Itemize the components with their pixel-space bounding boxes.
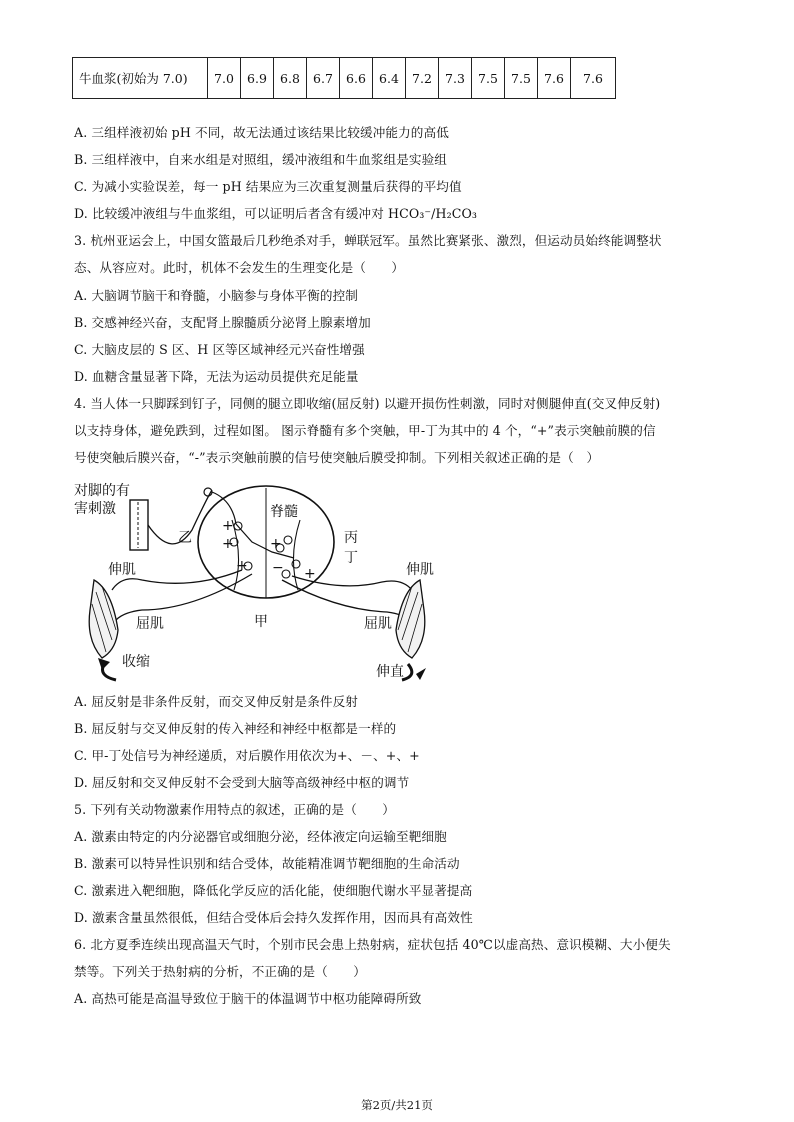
table-cell: 6.4: [373, 58, 406, 99]
q3-option-c: C. 大脑皮层的 S 区、H 区等区域神经元兴奋性增强: [74, 342, 365, 357]
extend-arrowhead-icon: [416, 668, 426, 680]
table-cell: 6.6: [340, 58, 373, 99]
q6-stem: 6. 北方夏季连续出现高温天气时，个别市民会患上热射病，症状包括 40℃以虚高热、意识模糊、大小便失: [74, 937, 671, 952]
extend-label: 伸直: [376, 664, 404, 680]
table-row-label: 牛血浆(初始为 7.0): [73, 58, 208, 99]
table-cell: 7.0: [208, 58, 241, 99]
q4-option-a: A. 屈反射是非条件反射，而交叉伸反射是条件反射: [74, 694, 358, 709]
q2-option-a: A. 三组样液初始 pH 不同，故无法通过该结果比较缓冲能力的高低: [74, 125, 449, 140]
page-number: 第2页/共21页: [361, 1098, 433, 1112]
table-cell: 7.5: [505, 58, 538, 99]
q4-stem-cont2: 号使突触后膜兴奋，“-”表示突触前膜的信号使突触后膜受抑制。下列相关叙述正确的是（ ）: [74, 450, 600, 465]
q2-option-d: D. 比较缓冲液组与牛血浆组，可以证明后者含有缓冲对 HCO₃⁻/H₂CO₃: [74, 206, 478, 221]
q3-stem: 3. 杭州亚运会上，中国女篮最后几秒绝杀对手，蝉联冠军。虽然比赛紧张、激烈，但运动员始终能调整状: [74, 233, 662, 248]
stimulus-label: 对脚的有: [74, 483, 130, 499]
plus-sign: +: [304, 566, 316, 582]
q4-stem-cont: 以支持身体，避免跌到，过程如图。 图示脊髓有多个突触，甲-丁为其中的 4 个，“+”表示突触前膜的信: [74, 423, 656, 438]
left-flexor-label: 屈肌: [136, 616, 164, 632]
reflex-arc-diagram: [72, 480, 442, 685]
synapse-bing-label: 丙: [344, 530, 358, 546]
q6-stem-cont: 禁等。下列关于热射病的分析，不正确的是（ ）: [74, 964, 366, 979]
table-cell: 7.6: [538, 58, 571, 99]
table-cell: 7.6: [571, 58, 616, 99]
minus-sign: −: [272, 560, 284, 576]
ph-data-table: [72, 57, 616, 99]
right-flexor-label: 屈肌: [364, 616, 392, 632]
plus-sign: +: [236, 558, 248, 574]
q3-option-a: A. 大脑调节脑干和脊髓，小脑参与身体平衡的控制: [74, 288, 358, 303]
foot-skin-shape: [130, 500, 148, 550]
table-cell: 7.5: [472, 58, 505, 99]
spinal-cord-label: 脊髓: [270, 504, 298, 520]
q5-option-a: A. 激素由特定的内分泌器官或细胞分泌，经体液定向运输至靶细胞: [74, 829, 447, 844]
synapse-jia-label: 甲: [254, 614, 268, 630]
table-cell: 6.8: [274, 58, 307, 99]
table-cell: 6.9: [241, 58, 274, 99]
plus-sign: +: [270, 536, 282, 552]
q4-option-c: C. 甲-丁处信号为神经递质，对后膜作用依次为+、－、+、+: [74, 748, 420, 763]
q5-option-c: C. 激素进入靶细胞，降低化学反应的活化能，使细胞代谢水平显著提高: [74, 883, 473, 898]
table-cell: 7.3: [439, 58, 472, 99]
contract-label: 收缩: [122, 654, 150, 670]
q2-option-c: C. 为减小实验误差，每一 pH 结果应为三次重复测量后获得的平均值: [74, 179, 462, 194]
synapse-ding-label: 丁: [344, 550, 358, 566]
stimulus-label-cont: 害刺激: [74, 501, 116, 517]
synapse-yi-label: 乙: [178, 530, 192, 546]
q4-stem: 4. 当人体一只脚踩到钉子，同侧的腿立即收缩(屈反射) 以避开损伤性刺激，同时对侧腿伸直(交叉伸反射): [74, 396, 661, 411]
q5-option-d: D. 激素含量虽然很低，但结合受体后会持久发挥作用，因而具有高效性: [74, 910, 473, 925]
q4-option-d: D. 屈反射和交叉伸反射不会受到大脑等高级神经中枢的调节: [74, 775, 410, 790]
q4-option-b: B. 屈反射与交叉伸反射的传入神经和神经中枢都是一样的: [74, 721, 397, 736]
synapse-bing-shape: [284, 536, 292, 544]
plus-sign: +: [222, 518, 234, 534]
q3-stem-cont: 态、从容应对。此时，机体不会发生的生理变化是（ ）: [74, 260, 405, 275]
q5-option-b: B. 激素可以特异性识别和结合受体，故能精准调节靶细胞的生命活动: [74, 856, 460, 871]
efferent-to-left-flexor: [116, 574, 252, 620]
q3-option-b: B. 交感神经兴奋，支配肾上腺髓质分泌肾上腺素增加: [74, 315, 371, 330]
q6-option-a: A. 高热可能是高温导致位于脑干的体温调节中枢功能障碍所致: [74, 991, 422, 1006]
right-extensor-label: 伸肌: [406, 562, 434, 578]
table-cell: 7.2: [406, 58, 439, 99]
q2-option-b: B. 三组样液中，自来水组是对照组，缓冲液组和牛血浆组是实验组: [74, 152, 447, 167]
left-extensor-label: 伸肌: [108, 562, 136, 578]
plus-sign: +: [222, 536, 234, 552]
q3-option-d: D. 血糖含量显著下降，无法为运动员提供充足能量: [74, 369, 359, 384]
table-cell: 6.7: [307, 58, 340, 99]
q5-stem: 5. 下列有关动物激素作用特点的叙述，正确的是（ ）: [74, 802, 395, 817]
table-row: [73, 58, 616, 99]
